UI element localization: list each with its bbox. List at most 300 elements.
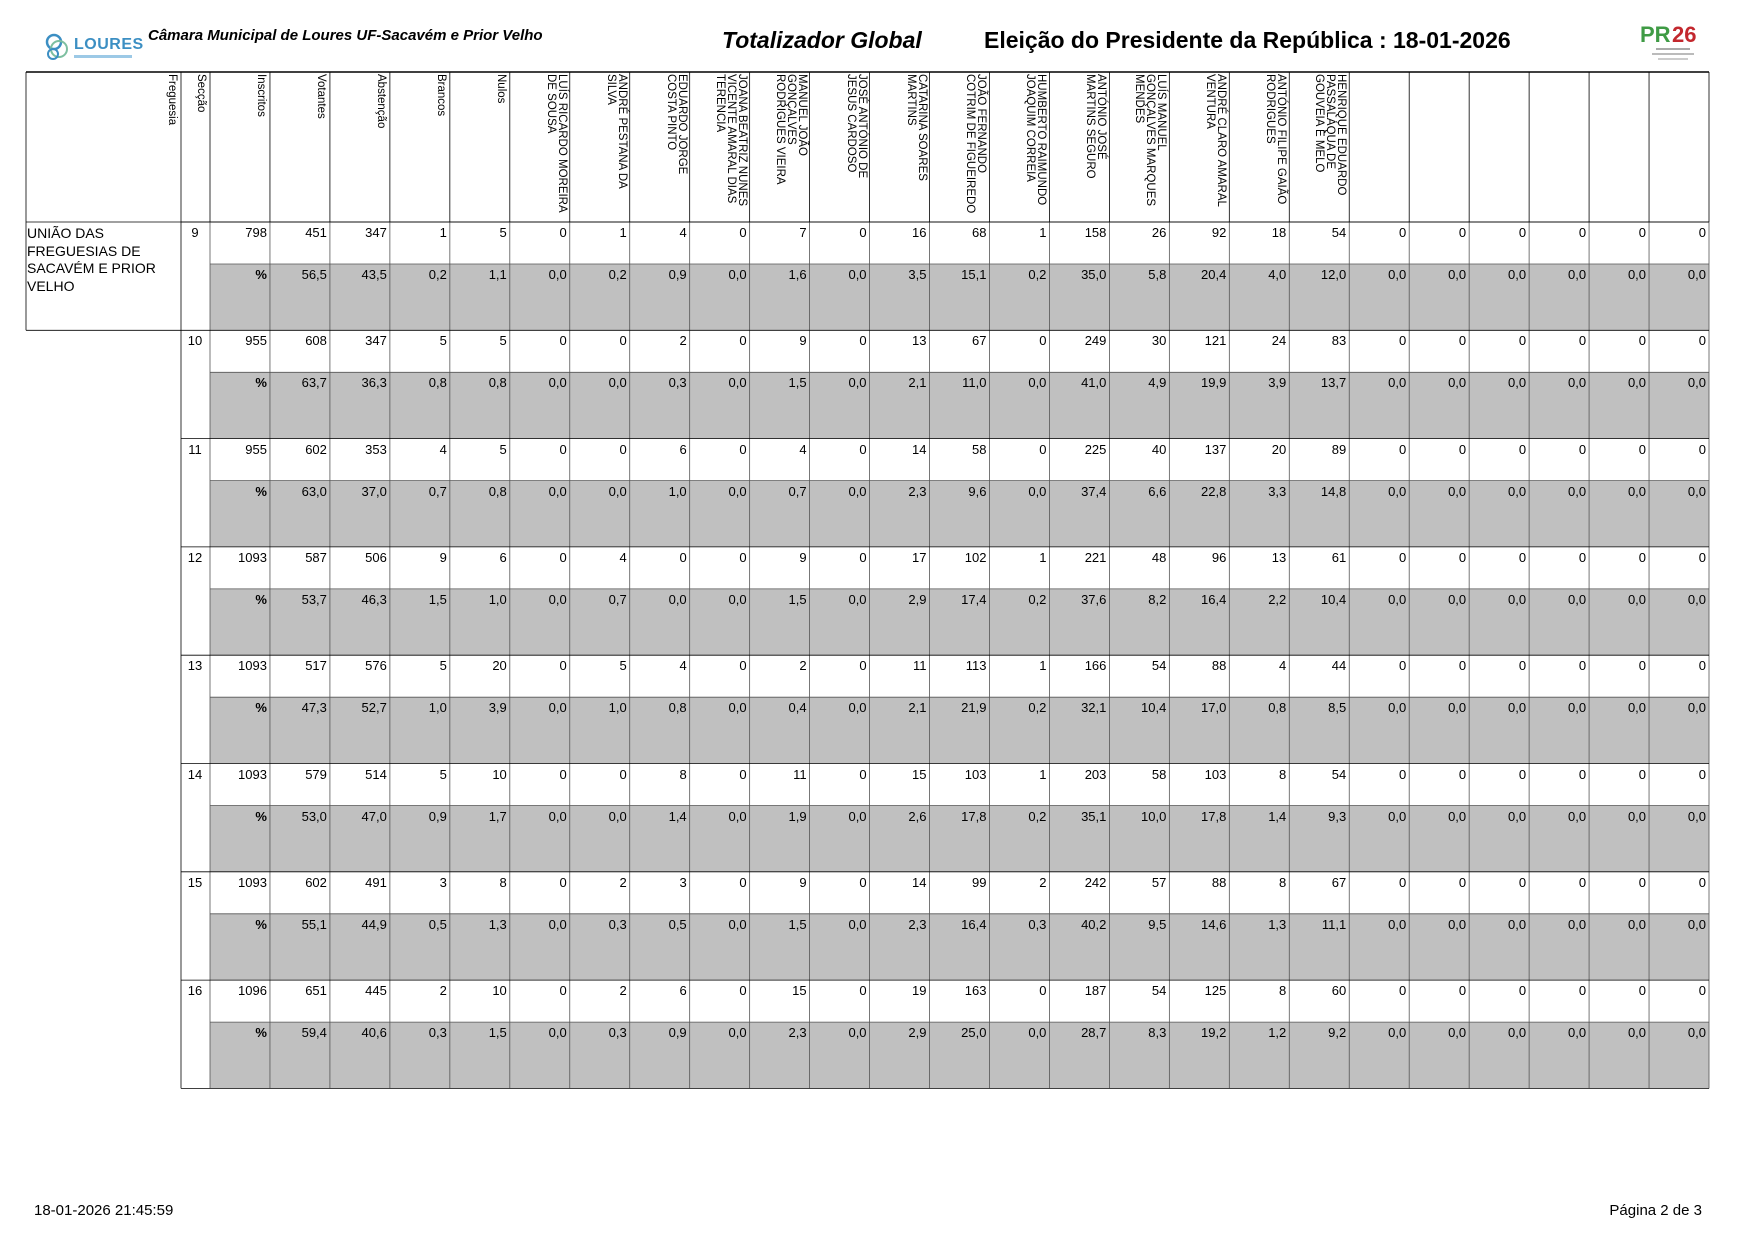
vote-count-cell: 9	[439, 549, 447, 565]
percent-cell: 1,0	[668, 483, 687, 499]
percent-label: %	[255, 591, 267, 607]
section-number: 13	[187, 658, 203, 674]
vote-count-cell: 18	[1271, 225, 1287, 240]
percent-cell: 0,0	[1687, 375, 1706, 391]
vote-count-cell: 0	[1458, 441, 1467, 457]
vote-count-cell: 5	[499, 441, 507, 457]
percent-cell: 0,0	[548, 591, 567, 607]
percent-label: %	[255, 916, 267, 932]
vote-count-cell: 0	[859, 441, 867, 457]
percent-cell: 0,0	[1448, 483, 1467, 499]
percent-cell: 1,0	[608, 700, 627, 716]
vote-count-cell: 4	[799, 441, 807, 457]
percent-cell: 0,0	[548, 1025, 567, 1041]
vote-count-cell: 9	[799, 874, 807, 890]
percent-cell: 0,0	[728, 591, 747, 607]
percent-cell: 2,2	[1268, 591, 1287, 607]
vote-count-cell: 57	[1151, 874, 1167, 890]
vote-count-cell: 0	[1398, 983, 1407, 999]
vote-count-cell: 1	[439, 225, 447, 240]
pr-logo-year: 26	[1672, 22, 1697, 47]
percent-cell: 25,0	[961, 1025, 987, 1041]
percent-cell: 0,0	[1687, 1025, 1706, 1041]
percent-cell: 0,0	[1508, 916, 1527, 932]
percent-cell: 22,8	[1201, 483, 1227, 499]
election-title: Eleição do Presidente da República : 18-01-2026	[984, 27, 1511, 53]
vote-count-cell: 451	[305, 225, 327, 240]
vote-count-cell: 102	[964, 549, 987, 565]
vote-count-cell: 15	[792, 983, 807, 999]
percent-cell: 9,6	[968, 483, 987, 499]
column-header	[1589, 72, 1649, 222]
vote-count-cell: 506	[365, 549, 387, 565]
column-header	[510, 72, 570, 222]
vote-count-cell: 2	[619, 874, 627, 890]
vote-count-cell: 7	[799, 225, 807, 240]
percent-cell: 0,0	[728, 700, 747, 716]
column-header-label: CATARINA SOARES MARTINS	[904, 74, 928, 181]
vote-count-cell: 517	[305, 658, 327, 674]
percent-cell: 11,1	[1321, 916, 1347, 932]
column-header	[690, 72, 750, 222]
percent-cell: 3,5	[908, 267, 927, 282]
column-header-label: HENRIQUE EDUARDO PASSALÁQUA DE GOUVEIA E MELO	[1313, 74, 1348, 196]
percent-cell: 12,0	[1320, 267, 1347, 282]
percent-cell: 8,2	[1148, 591, 1167, 607]
section-number: 11	[188, 441, 202, 457]
percent-cell: 59,4	[301, 1025, 327, 1041]
percent-cell: 0,0	[608, 483, 627, 499]
percent-cell: 1,0	[488, 591, 507, 607]
column-header	[450, 72, 510, 222]
vote-count-cell: 8	[499, 874, 507, 890]
vote-count-cell: 6	[679, 441, 687, 457]
vote-count-cell: 0	[739, 333, 747, 349]
vote-count-cell: 0	[559, 983, 567, 999]
percent-cell: 0,0	[728, 483, 747, 499]
vote-count-cell: 88	[1211, 658, 1227, 674]
vote-count-cell: 602	[305, 874, 327, 890]
vote-count-cell: 4	[679, 225, 687, 240]
percent-cell: 17,4	[961, 591, 987, 607]
percent-cell: 0,0	[1687, 916, 1706, 932]
percent-cell: 0,0	[728, 1025, 747, 1041]
percent-cell: 1,5	[788, 916, 807, 932]
percent-cell: 0,0	[1687, 483, 1706, 499]
percent-cell: 8,3	[1148, 1025, 1167, 1041]
page-title: Totalizador Global	[722, 27, 922, 53]
percent-cell: 0,2	[1028, 267, 1047, 282]
column-header-label: JOSÉ ANTÓNIO DE JESUS CARDOSO	[844, 74, 868, 179]
percent-cell: 0,0	[548, 375, 567, 391]
vote-count-cell: 4	[439, 441, 447, 457]
percent-cell: 40,6	[361, 1025, 387, 1041]
vote-count-cell: 0	[739, 983, 747, 999]
section-number: 9	[191, 225, 199, 240]
percent-cell: 0,0	[1448, 375, 1467, 391]
vote-count-cell: 0	[1518, 333, 1527, 349]
vote-count-cell: 0	[1518, 658, 1527, 674]
vote-count-cell: 137	[1204, 441, 1227, 457]
vote-count-cell: 0	[559, 766, 567, 782]
percent-cell: 1,5	[788, 591, 807, 607]
vote-count-cell: 187	[1084, 983, 1107, 999]
percent-cell: 47,3	[301, 700, 327, 716]
vote-count-cell: 1	[1039, 225, 1047, 240]
percent-cell: 21,9	[961, 700, 987, 716]
percent-cell: 1,2	[1268, 1025, 1287, 1041]
vote-count-cell: 125	[1204, 983, 1227, 999]
vote-count-cell: 10	[492, 983, 507, 999]
percent-cell: 0,4	[788, 700, 807, 716]
vote-count-cell: 0	[739, 874, 747, 890]
column-header	[750, 72, 810, 222]
vote-count-cell: 0	[1698, 983, 1706, 999]
percent-cell: 1,5	[428, 591, 447, 607]
vote-count-cell: 92	[1211, 225, 1227, 240]
percent-cell: 0,2	[1028, 700, 1047, 716]
vote-count-cell: 0	[1638, 874, 1647, 890]
vote-count-cell: 0	[1458, 225, 1467, 240]
percent-cell: 0,2	[608, 267, 627, 282]
vote-count-cell: 30	[1151, 333, 1167, 349]
vote-count-cell: 67	[1331, 874, 1347, 890]
percent-cell: 0,8	[1268, 700, 1287, 716]
percent-cell: 20,4	[1201, 267, 1227, 282]
percent-cell: 28,7	[1081, 1025, 1107, 1041]
percent-cell: 0,0	[1508, 700, 1527, 716]
vote-count-cell: 0	[1398, 225, 1407, 240]
percent-cell: 2,3	[788, 1025, 807, 1041]
vote-count-cell: 166	[1084, 658, 1107, 674]
column-header	[330, 72, 390, 222]
percent-cell: 40,2	[1081, 916, 1107, 932]
vote-count-cell: 54	[1151, 983, 1167, 999]
vote-count-cell: 1	[1039, 658, 1047, 674]
percent-cell: 55,1	[301, 916, 327, 932]
vote-count-cell: 48	[1151, 549, 1167, 565]
vote-count-cell: 3	[679, 874, 687, 890]
vote-count-cell: 249	[1084, 333, 1107, 349]
vote-count-cell: 60	[1331, 983, 1347, 999]
percent-cell: 0,0	[1388, 267, 1407, 282]
vote-count-cell: 0	[1518, 225, 1527, 240]
column-header	[210, 72, 270, 222]
vote-count-cell: 0	[619, 333, 627, 349]
percent-cell: 14,6	[1201, 916, 1227, 932]
percent-cell: 0,9	[668, 267, 687, 282]
percent-cell: 4,0	[1268, 267, 1287, 282]
percent-cell: 0,0	[1388, 700, 1407, 716]
percent-cell: 47,0	[361, 808, 387, 824]
vote-count-cell: 0	[1518, 766, 1527, 782]
column-header	[1349, 72, 1409, 222]
vote-count-cell: 89	[1331, 441, 1347, 457]
column-header	[1529, 72, 1589, 222]
percent-cell: 0,0	[1567, 483, 1587, 499]
footer-timestamp: 18-01-2026 21:45:59	[34, 1202, 174, 1219]
vote-count-cell: 20	[1271, 441, 1287, 457]
percent-cell: 0,0	[1567, 267, 1587, 282]
percent-cell: 0,8	[488, 375, 507, 391]
percent-label: %	[255, 1025, 267, 1041]
column-header-label: MANUEL JOÃO GONÇALVES RODRIGUES VIEIRA	[773, 74, 808, 185]
vote-count-cell: 6	[679, 983, 687, 999]
vote-count-cell: 83	[1331, 333, 1347, 349]
vote-count-cell: 0	[1578, 549, 1587, 565]
vote-count-cell: 0	[559, 658, 567, 674]
percent-cell: 2,1	[908, 700, 927, 716]
percent-cell: 10,4	[1320, 591, 1347, 607]
column-header	[930, 72, 990, 222]
percent-cell: 1,9	[788, 808, 807, 824]
percent-cell: 0,0	[728, 375, 747, 391]
percent-label: %	[255, 700, 267, 716]
percent-cell: 0,0	[1627, 916, 1647, 932]
vote-count-cell: 0	[619, 441, 627, 457]
percent-cell: 0,0	[1627, 1025, 1647, 1041]
percent-cell: 10,0	[1141, 808, 1167, 824]
vote-count-cell: 54	[1331, 766, 1347, 782]
column-header	[870, 72, 930, 222]
percent-cell: 0,0	[1388, 375, 1407, 391]
column-header	[270, 72, 330, 222]
organization-name: Câmara Municipal de Loures UF-Sacavém e Prior Velho	[148, 27, 543, 44]
vote-count-cell: 11	[793, 766, 807, 782]
percent-cell: 0,0	[1028, 375, 1047, 391]
vote-count-cell: 347	[365, 333, 387, 349]
percent-cell: 0,7	[428, 483, 447, 499]
percent-cell: 0,0	[728, 808, 747, 824]
percent-cell: 0,0	[1448, 1025, 1467, 1041]
inscritos-value: 798	[245, 225, 267, 240]
vote-count-cell: 576	[365, 658, 387, 674]
freguesia-name: UNIÃO DAS FREGUESIAS DE SACAVÉM E PRIOR VELHO	[27, 225, 156, 294]
percent-cell: 0,0	[1508, 375, 1527, 391]
vote-count-cell: 2	[799, 658, 807, 674]
percent-cell: 2,6	[908, 808, 927, 824]
vote-count-cell: 0	[859, 549, 867, 565]
vote-count-cell: 15	[912, 766, 927, 782]
percent-cell: 0,0	[1388, 591, 1407, 607]
vote-count-cell: 2	[1039, 874, 1047, 890]
vote-count-cell: 225	[1084, 441, 1107, 457]
percent-cell: 0,0	[1567, 808, 1587, 824]
percent-cell: 63,0	[301, 483, 327, 499]
percent-cell: 56,5	[301, 267, 327, 282]
percent-cell: 9,3	[1328, 808, 1347, 824]
vote-count-cell: 0	[1698, 549, 1706, 565]
vote-count-cell: 0	[559, 441, 567, 457]
percent-cell: 0,0	[1627, 700, 1647, 716]
vote-count-cell: 0	[1398, 549, 1407, 565]
percent-cell: 0,0	[548, 267, 567, 282]
percent-cell: 0,5	[428, 916, 447, 932]
percent-cell: 0,0	[1448, 808, 1467, 824]
percent-cell: 2,9	[908, 1025, 927, 1041]
vote-count-cell: 19	[912, 983, 927, 999]
vote-count-cell: 0	[1518, 441, 1527, 457]
percent-cell: 15,1	[961, 267, 987, 282]
column-header-label: Nulos	[494, 74, 507, 104]
percent-cell: 1,3	[488, 916, 507, 932]
percent-cell: 2,3	[908, 483, 927, 499]
percent-cell: 37,0	[361, 483, 387, 499]
column-header-label: EDUARDO JORGE COSTA PINTO	[664, 74, 688, 175]
column-header-label: Brancos	[434, 74, 447, 117]
column-header-label: JOANA BEATRIZ NUNES VICENTE AMARAL DIAS TERENCIA	[713, 74, 748, 207]
percent-cell: 0,3	[608, 1025, 627, 1041]
vote-count-cell: 2	[679, 333, 687, 349]
column-header	[26, 72, 181, 222]
vote-count-cell: 0	[1638, 333, 1647, 349]
column-header	[1109, 72, 1169, 222]
vote-count-cell: 88	[1211, 874, 1227, 890]
vote-count-cell: 0	[859, 766, 867, 782]
vote-count-cell: 0	[1398, 441, 1407, 457]
percent-cell: 43,5	[361, 267, 387, 282]
vote-count-cell: 587	[305, 549, 327, 565]
vote-count-cell: 5	[439, 333, 447, 349]
vote-count-cell: 0	[1638, 658, 1647, 674]
vote-count-cell: 0	[559, 874, 567, 890]
percent-cell: 19,2	[1201, 1025, 1227, 1041]
percent-cell: 0,0	[1567, 375, 1587, 391]
vote-count-cell: 242	[1084, 874, 1107, 890]
percent-cell: 10,4	[1141, 700, 1167, 716]
vote-count-cell: 579	[305, 766, 327, 782]
vote-count-cell: 0	[859, 874, 867, 890]
percent-cell: 0,0	[1448, 267, 1467, 282]
column-header	[1169, 72, 1229, 222]
vote-count-cell: 113	[965, 658, 987, 674]
vote-count-cell: 67	[972, 333, 987, 349]
percent-cell: 0,0	[728, 916, 747, 932]
vote-count-cell: 0	[1698, 658, 1706, 674]
percent-cell: 0,0	[1687, 700, 1706, 716]
section-number: 15	[187, 874, 203, 890]
percent-cell: 0,0	[1567, 700, 1587, 716]
vote-count-cell: 5	[439, 766, 447, 782]
percent-cell: 8,5	[1328, 700, 1347, 716]
percent-cell: 0,0	[548, 808, 567, 824]
percent-cell: 0,0	[848, 483, 867, 499]
column-header	[1409, 72, 1469, 222]
percent-cell: 35,1	[1081, 808, 1107, 824]
column-header	[989, 72, 1049, 222]
percent-cell: 2,9	[908, 591, 927, 607]
percent-cell: 1,1	[488, 267, 507, 282]
vote-count-cell: 0	[1458, 549, 1467, 565]
vote-count-cell: 0	[1578, 874, 1587, 890]
percent-cell: 0,9	[428, 808, 447, 824]
percent-cell: 0,5	[668, 916, 687, 932]
percent-cell: 3,9	[488, 700, 507, 716]
vote-count-cell: 96	[1211, 549, 1227, 565]
percent-cell: 0,0	[1627, 808, 1647, 824]
logo-text: LOURES	[74, 36, 144, 53]
vote-count-cell: 602	[305, 441, 327, 457]
percent-cell: 0,0	[848, 808, 867, 824]
percent-cell: 0,0	[1388, 1025, 1407, 1041]
vote-count-cell: 491	[365, 874, 387, 890]
column-header-label: ANDRÉ CLARO AMARAL VENTURA	[1204, 74, 1228, 207]
vote-count-cell: 9	[799, 333, 807, 349]
percent-cell: 0,3	[668, 375, 687, 391]
percent-cell: 0,3	[608, 916, 627, 932]
percent-cell: 1,5	[788, 375, 807, 391]
percent-cell: 1,4	[1268, 808, 1287, 824]
vote-count-cell: 17	[912, 549, 927, 565]
inscritos-value: 955	[245, 333, 267, 349]
percent-cell: 44,9	[361, 916, 387, 932]
vote-count-cell: 203	[1084, 766, 1107, 782]
vote-count-cell: 5	[499, 225, 507, 240]
percent-cell: 37,4	[1081, 483, 1107, 499]
percent-cell: 0,0	[1388, 916, 1407, 932]
vote-count-cell: 0	[1398, 874, 1407, 890]
vote-count-cell: 8	[679, 766, 687, 782]
vote-count-cell: 54	[1151, 658, 1167, 674]
vote-count-cell: 58	[972, 441, 987, 457]
percent-cell: 0,0	[1508, 267, 1527, 282]
vote-count-cell: 347	[365, 225, 387, 240]
vote-count-cell: 5	[499, 333, 507, 349]
column-header-label: LUÍS MANUEL GONÇALVES MARQUES MENDES	[1133, 74, 1168, 207]
column-header	[630, 72, 690, 222]
vote-count-cell: 0	[1638, 549, 1647, 565]
percent-cell: 0,0	[1627, 591, 1647, 607]
percent-cell: 0,0	[1627, 375, 1647, 391]
vote-count-cell: 0	[1698, 333, 1706, 349]
vote-count-cell: 0	[1398, 766, 1407, 782]
percent-cell: 16,4	[961, 916, 987, 932]
percent-cell: 1,0	[428, 700, 447, 716]
vote-count-cell: 103	[964, 766, 987, 782]
vote-count-cell: 16	[912, 225, 927, 240]
percent-cell: 1,4	[668, 808, 687, 824]
percent-cell: 0,0	[848, 916, 867, 932]
percent-cell: 9,5	[1148, 916, 1167, 932]
percent-cell: 35,0	[1081, 267, 1107, 282]
vote-count-cell: 0	[1578, 766, 1587, 782]
percent-cell: 6,6	[1148, 483, 1167, 499]
vote-count-cell: 0	[1698, 225, 1706, 240]
inscritos-value: 1093	[238, 658, 267, 674]
column-header-label: Freguesia	[166, 74, 178, 126]
vote-count-cell: 0	[1578, 225, 1587, 240]
vote-count-cell: 0	[1518, 983, 1527, 999]
column-header-label: HUMBERTO RAIMUNDO JOAQUIM CORREIA	[1024, 74, 1048, 206]
column-header	[1469, 72, 1529, 222]
vote-count-cell: 0	[739, 549, 747, 565]
column-header-label: ANTÓNIO FILIPE GAIÃO RODRIGUES	[1264, 74, 1288, 205]
percent-label: %	[255, 808, 267, 824]
vote-count-cell: 0	[739, 225, 747, 240]
vote-count-cell: 0	[559, 225, 567, 240]
vote-count-cell: 4	[619, 549, 627, 565]
vote-count-cell: 353	[365, 441, 387, 457]
inscritos-value: 955	[245, 441, 267, 457]
percent-cell: 4,9	[1148, 375, 1167, 391]
percent-cell: 0,7	[608, 591, 627, 607]
vote-count-cell: 0	[1638, 441, 1647, 457]
vote-count-cell: 4	[679, 658, 687, 674]
column-header	[1649, 72, 1709, 222]
percent-cell: 46,3	[361, 591, 387, 607]
vote-count-cell: 0	[1578, 441, 1587, 457]
percent-cell: 17,0	[1201, 700, 1227, 716]
